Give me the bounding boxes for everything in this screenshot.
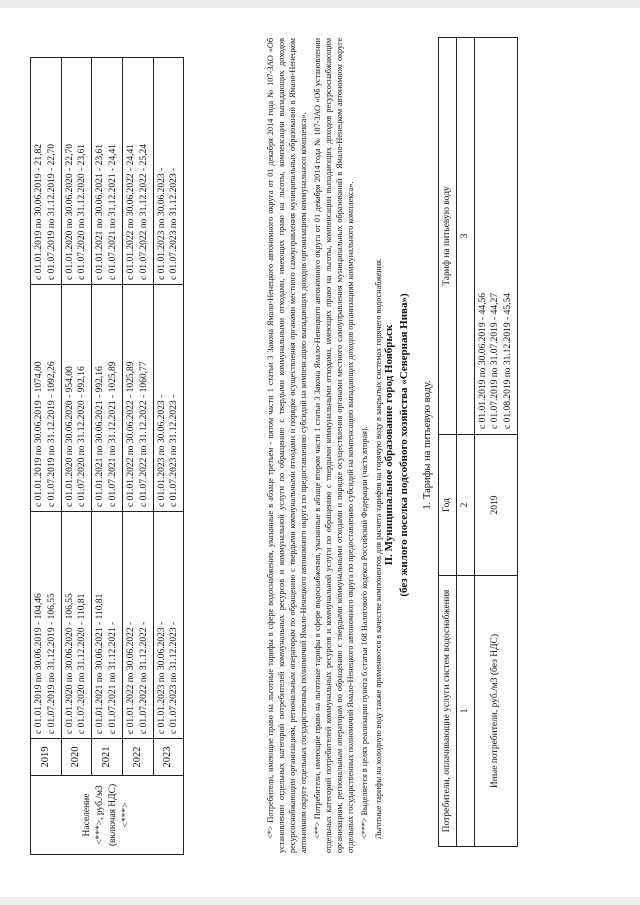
table-number-row — [456, 38, 474, 847]
footnote: Льготные тарифы на холодную воду также применяются в качестве компонентов для расчета тарифов на горячую воду в закрытых системах горячего водоснабжения. — [373, 258, 383, 839]
section-heading — [382, 35, 412, 855]
subsection-heading: 1. Тарифы на питьевую воду. — [422, 380, 433, 510]
column-number: 1 — [456, 576, 474, 847]
tariff-cell: с 01.01.2022 по 30.06.2022 - 1025,89 с 01.07.2022 по 31.12.2022 - 1060,77 — [122, 285, 153, 512]
column-header: Год — [439, 435, 457, 576]
tariff-table-drinking-water — [438, 37, 518, 847]
category-cell: Иные потребители, руб./м3 (без НДС) — [474, 576, 517, 847]
scan-edge-top — [0, 0, 640, 8]
tariff-cell: с 01.01.2021 по 30.06.2021 - 110,81 с 01.07.2021 по 31.12.2021 - — [92, 512, 123, 739]
tariff-cell: с 01.01.2020 по 30.06.2020 - 106,55 с 01.07.2020 по 31.12.2020 - 110,81 — [61, 512, 92, 739]
tariff-cell: с 01.01.2021 по 30.06.2021 - 23,61 с 01.07.2021 по 31.12.2021 - 24,41 — [92, 58, 123, 285]
tariff-cell: с 01.01.2020 по 30.06.2020 - 22,70 с 01.07.2020 по 31.12.2020 - 23,61 — [61, 58, 92, 285]
year-cell: 2019 — [31, 739, 62, 776]
tariff-cell: с 01.01.2022 по 30.06.2022 - с 01.07.2022 по 31.12.2022 - — [122, 512, 153, 739]
tariff-cell: с 01.01.2023 по 30.06.2023 - с 01.07.2023 по 31.12.2023 - — [153, 58, 184, 285]
section-subtitle: (без жилого поселка подсобного хозяйства «Северная Нива») — [397, 293, 410, 597]
column-number: 2 — [456, 435, 474, 576]
table-row — [31, 58, 62, 855]
year-cell: 2019 — [474, 435, 517, 576]
year-cell: 2022 — [122, 739, 153, 776]
section-title: II. Муниципальное образование город Ноябрьск — [383, 324, 395, 566]
table-row — [122, 58, 153, 855]
tariff-cell: с 01.01.2022 по 30.06.2022 - 24,41 с 01.07.2022 по 31.12.2022 - 25,24 — [122, 58, 153, 285]
tariff-cell: с 01.01.2021 по 30.06.2021 - 992,16 с 01.07.2021 по 31.12.2021 - 1025,89 — [92, 285, 123, 512]
scan-edge-bottom — [0, 897, 640, 905]
tariff-cell: с 01.01.2019 по 30.06.2019 - 1074,00 с 01.07.2019 по 31.12.2019 - 1092,26 — [31, 285, 62, 512]
tariff-cell: с 01.01.2019 по 30.06.2019 - 104,46 с 01.07.2019 по 31.12.2019 - 106,55 — [31, 512, 62, 739]
table-row — [474, 38, 517, 847]
footnote: <*> Потребители, имеющие право на льготные тарифы в сфере водоснабжения, указанные в абзаце третьем - пятом части 1 статьи 3 Закона Ямало-Ненецкого автономного округа от 01 декабря 2014 года № 107-ЗАО «Об установлении отдельных категорий потребителей коммунальных ресурсов и коммунальной услуги по обращению с твердыми коммунальными отходами, имеющих право на льготы, компенсации выпадающих доходов ресурсоснабжающим организациям, региональным операторам по обращению с твердыми коммунальными отходами и порядке осуществления органами местного самоуправления муниципальных образований в Ямало-Ненецком автономном округе отдельных государственных полномочий Ямало-Ненецкого автономного округа по предоставлению субсидий на компенсацию выпадающих доходов организациям коммунального комплекса». — [266, 38, 308, 853]
footnotes — [266, 38, 388, 853]
table-row — [61, 58, 92, 855]
tariff-cell: с 01.01.2019 по 30.06.2019 - 21,82 с 01.07.2019 по 31.12.2019 - 22,70 — [31, 58, 62, 285]
column-header: Потребители, оплачивающие услуги систем водоснабжения — [439, 576, 457, 847]
year-cell: 2021 — [92, 739, 123, 776]
column-header: Тариф на питьевую воду — [439, 38, 457, 435]
footnote: <**> Потребители, имеющие право на льготные тарифы в сфере водоснабжения, указанные в абзаце втором части 1 статьи 3 Закона Ямало-Ненецкого автономного округа от 01 декабря 2014 года № 107-ЗАО «Об установлении отдельных категорий потребителей коммунальных ресурсов и коммунальной услуги по обращению с твердыми коммунальными отходами, имеющих право на льготы, компенсации выпадающих доходов ресурсоснабжающим организациям, региональным операторам по обращению с твердыми коммунальными отходами и порядке осуществления органами местного самоуправления муниципальных образований в Ямало-Ненецком автономном округе отдельных государственных полномочий Ямало-Ненецкого автономного округа по предоставлению субсидий на компенсацию выпадающих доходов организациям коммунального комплекса». — [312, 38, 355, 853]
table-header-row — [439, 38, 457, 847]
column-number: 3 — [456, 38, 474, 435]
tariff-cell: с 01.01.2023 по 30.06.2023 - с 01.07.2023 по 31.12.2023 - — [153, 285, 184, 512]
tariff-table-population — [30, 57, 184, 855]
category-cell: Население <***>, руб./м3 (включая НДС) <***> — [31, 776, 184, 855]
tariff-cell: с 01.01.2023 по 30.06.2023 - с 01.07.2023 по 31.12.2023 - — [153, 512, 184, 739]
year-cell: 2020 — [61, 739, 92, 776]
year-cell: 2023 — [153, 739, 184, 776]
rotated-page — [30, 35, 620, 855]
table-row — [153, 58, 184, 855]
footnote: <***> Выделяется в целях реализации пункта 6 статьи 168 Налогового кодекса Российской Федерации (часть вторая). — [359, 426, 369, 839]
table-row — [92, 58, 123, 855]
tariff-cell: с 01.01.2019 по 30.06.2019 - 44,56 с 01.07.2019 по 31.07.2019 - 44,27 с 01.08.2019 по 31.12.2019 - 45,54 — [474, 38, 517, 435]
tariff-cell: с 01.01.2020 по 30.06.2020 - 954,00 с 01.07.2020 по 31.12.2020 - 992,16 — [61, 285, 92, 512]
